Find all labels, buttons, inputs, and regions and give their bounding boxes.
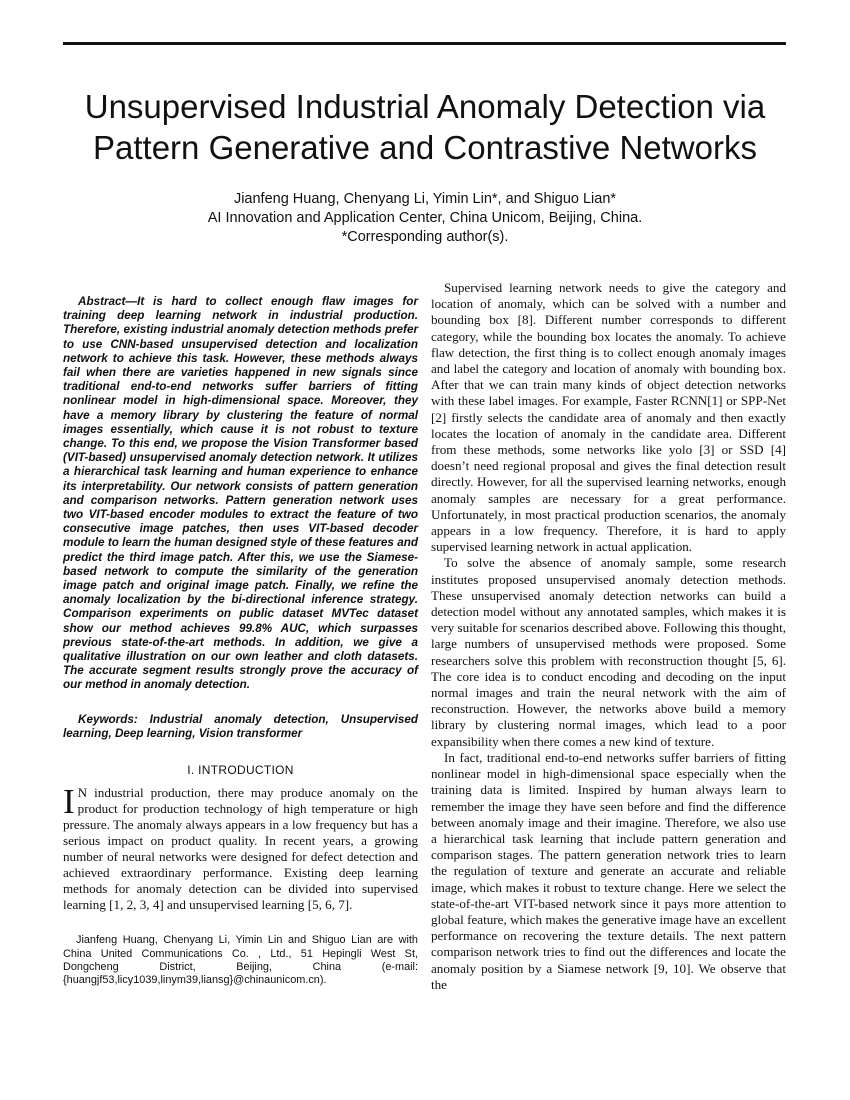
abstract: Abstract—It is hard to collect enough flaw images for training deep learning network in industrial production. Therefore, existing industrial anomaly detection methods prefer to use CNN-based unsupervised detection and localization network to achieve this task. However, these methods always fail when there are varieties happened in new signals since traditional end-to-end networks suffer barriers of fitting nonlinear model in high-dimensional space. Moreover, they have a memory library by clustering the feature of normal images essentially, which cause it is not robust to texture change. To this end, we propose the Vision Transformer based (VIT-based) unsupervised anomaly detection network. It utilizes a hierarchical task learning and human experience to enhance its interpretability. Our network consists of pattern generation and comparison networks. Pattern generation network uses two VIT-based encoder modules to extract the feature of two consecutive image patches, then uses VIT-based decoder module to learn the human designed style of these features and predict the third image patch. After this, we use the Siamese-based network to compute the similarity of the generation image patch and original image patch. Finally, we refine the anomaly localization by the bi-directional inference strategy. Comparison experiments on public dataset MVTec dataset show our method achieves 99.8% AUC, which surpasses previous state-of-the-art methods. In addition, we give a qualitative illustration on our own leather and cloth datasets. The accurate segment results strongly prove the accuracy of our method in anomaly detection. [63, 295, 418, 692]
keywords: Keywords: Industrial anomaly detection, Unsupervised learning, Deep learning, Vision transformer [63, 712, 418, 741]
section-heading: I. INTRODUCTION [187, 762, 294, 777]
intro-text: N industrial production, there may produce anomaly on the product for production technology of high temperature or high pressure. The anomaly always appears in a low frequency but has a serious impact on product quality. In recent years, a growing number of neural networks were designed for defect detection and achieved extraordinary performance. Existing deep learning methods for anomaly detection can be divided into supervised learning [1, 2, 3, 4] and unsupervised learning [5, 6, 7]. [63, 784, 418, 913]
paragraph-in-fact: In fact, traditional end-to-end networks suffer barriers of fitting nonlinear model in high-dimensional space especially when the training data is limited. Inspired by human always learn to remember the image they have seen before and find the difference between anomaly image and their imagine. Therefore, we also use a hierarchical task learning that include pattern generation and comparison stages. The pattern generation network tries to learn the regulation of texture and generate an accurate and reliable image, which makes it robust to texture change. Here we select the state-of-the-art VIT-based network since it pays more attention to global feature, which makes the generative image have an excellent performance on recovering the texture details. The next pattern comparison network tries to find out the differences and locate the anomaly position by a Siamese network [9, 10]. We observe that the [431, 749, 786, 992]
intro-paragraph [63, 781, 418, 914]
author-footnote: Jianfeng Huang, Chenyang Li, Yimin Lin and Shiguo Lian are with China United Communications Co. , Ltd., 51 Hepingli West St, Dongcheng District, Beijing, China (e-mail: {huangjf53,licy1039,linym39,liansg}@chinaunicom.cn). [63, 934, 418, 987]
paragraph-unsupervised: To solve the absence of anomaly sample, some research institutes proposed unsupervised anomaly detection methods. These unsupervised anomaly detection networks can build a detection model without any annotated samples, which makes it is very suitable for scenarios described above. Following this thought, large numbers of unsupervised methods were proposed. Some researchers solve this problem with reconstruction thought [5, 6]. The core idea is to conduct encoding and decoding on the input normal images and train the neural network with the aim of reconstruction. However, the networks above build a memory library by clustering normal images, which lead to a poor expansibility when there comes a new kind of texture. [431, 555, 786, 749]
right-column [431, 280, 786, 993]
title-line-1: Unsupervised Industrial Anomaly Detection via [84, 88, 766, 125]
paper-title [40, 86, 810, 168]
header-rule [63, 42, 786, 45]
drop-cap: I [63, 781, 75, 821]
corresponding-note: *Corresponding author(s). [341, 229, 509, 245]
affiliation: AI Innovation and Application Center, China Unicom, Beijing, China. [207, 210, 643, 226]
title-line-2: Pattern Generative and Contrastive Networks [93, 129, 757, 166]
paragraph-supervised: Supervised learning network needs to give the category and location of anomaly, which can be solved with a number and bounding box [8]. Different number corresponds to different category, while the bounding box locates the anomaly. To achieve flaw detection, the first thing is to collect enough anomaly images and label the category and location of anomaly with bounding box. After that we can train many kinds of object detection networks with these label images. For example, Faster RCNN[1] or SPP-Net [2] firstly selects the candidate area of anomaly and then exactly locates the location of anomaly in the candidate area. Different from these methods, some networks like yolo [3] or SSD [4] doesn’t need regional proposal and gives the final detection result directly. However, for all the supervised learning networks, enough anomaly samples are necessary for a great performance. Unfortunately, in most practical production scenarios, the anomaly appears in a low frequency. Therefore, it is hard to apply supervised learning network in actual application. [431, 280, 786, 555]
author-names: Jianfeng Huang, Chenyang Li, Yimin Lin*, and Shiguo Lian* [233, 191, 617, 207]
author-block [40, 190, 810, 247]
left-column [63, 295, 418, 988]
